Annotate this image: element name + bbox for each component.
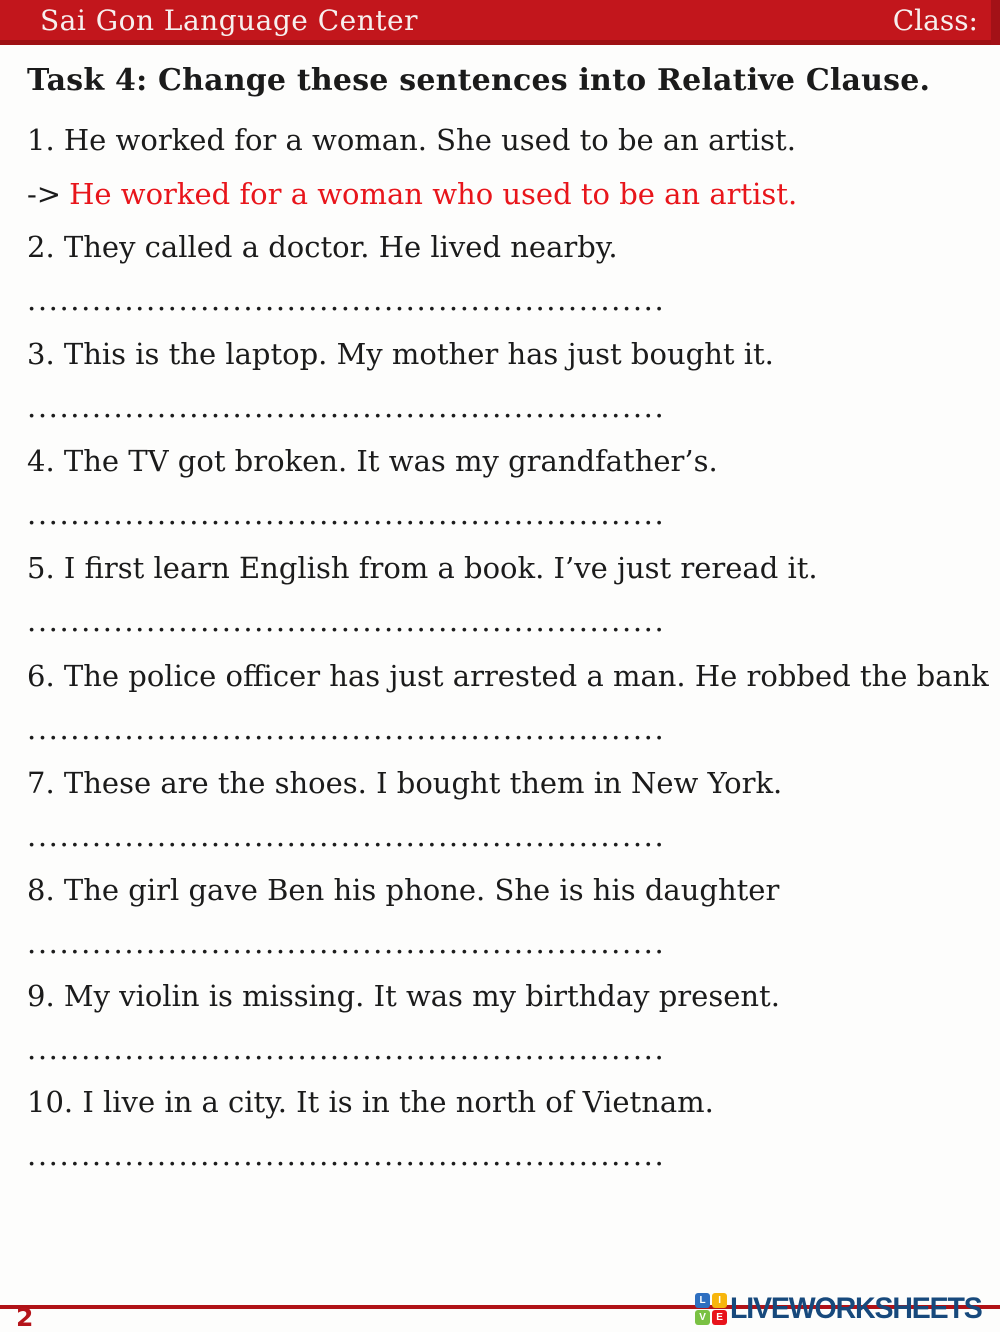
sentence-2: 2. They called a doctor. He lived nearby. — [27, 230, 618, 264]
sentence-9: 9. My violin is missing. It was my birthday present. — [27, 979, 780, 1013]
task-title: Task 4: Change these sentences into Relative Clause. — [27, 63, 931, 98]
sentence-6: 6. The police officer has just arrested a man. He robbed the bank — [27, 659, 989, 693]
answer-arrow: -> — [27, 177, 62, 211]
school-name: Sai Gon Language Center — [40, 3, 418, 37]
sentence-10: 10. I live in a city. It is in the north of Vietnam. — [27, 1085, 714, 1119]
sentence-7: 7. These are the shoes. I bought them in New York. — [27, 766, 783, 800]
tile-letter-v: V — [695, 1310, 710, 1325]
answer-blank-10[interactable]: ........................................................... — [27, 1138, 666, 1172]
sentence-1: 1. He worked for a woman. She used to be an artist. — [27, 123, 796, 157]
sentence-4: 4. The TV got broken. It was my grandfather’s. — [27, 444, 718, 478]
page-number: 2 — [16, 1303, 34, 1332]
sentence-5: 5. I first learn English from a book. I’ve just reread it. — [27, 551, 818, 585]
liveworksheets-wordmark: LIVEWORKSHEETS — [730, 1292, 982, 1325]
answer-blank-7[interactable]: ........................................................... — [27, 819, 666, 853]
answer-blank-9[interactable]: ........................................................... — [27, 1032, 666, 1066]
header-bar — [0, 0, 1000, 45]
tile-letter-e: E — [712, 1310, 727, 1325]
class-label: Class: — [892, 3, 978, 37]
liveworksheets-tiles-icon — [695, 1293, 727, 1325]
answer-blank-3[interactable]: ........................................................... — [27, 390, 666, 424]
tile-letter-l: L — [695, 1293, 710, 1308]
sample-answer-line — [27, 178, 797, 211]
answer-blank-6[interactable]: ........................................................... — [27, 712, 666, 746]
sentence-3: 3. This is the laptop. My mother has just bought it. — [27, 337, 774, 371]
answer-blank-8[interactable]: ........................................................... — [27, 926, 666, 960]
liveworksheets-logo[interactable] — [695, 1288, 995, 1330]
sample-answer-text: He worked for a woman who used to be an artist. — [69, 177, 798, 211]
sentence-8: 8. The girl gave Ben his phone. She is his daughter — [27, 873, 780, 907]
answer-blank-2[interactable]: ........................................................... — [27, 283, 666, 317]
answer-blank-5[interactable]: ........................................................... — [27, 604, 666, 638]
answer-blank-4[interactable]: ........................................................... — [27, 497, 666, 531]
tile-letter-i: I — [712, 1293, 727, 1308]
